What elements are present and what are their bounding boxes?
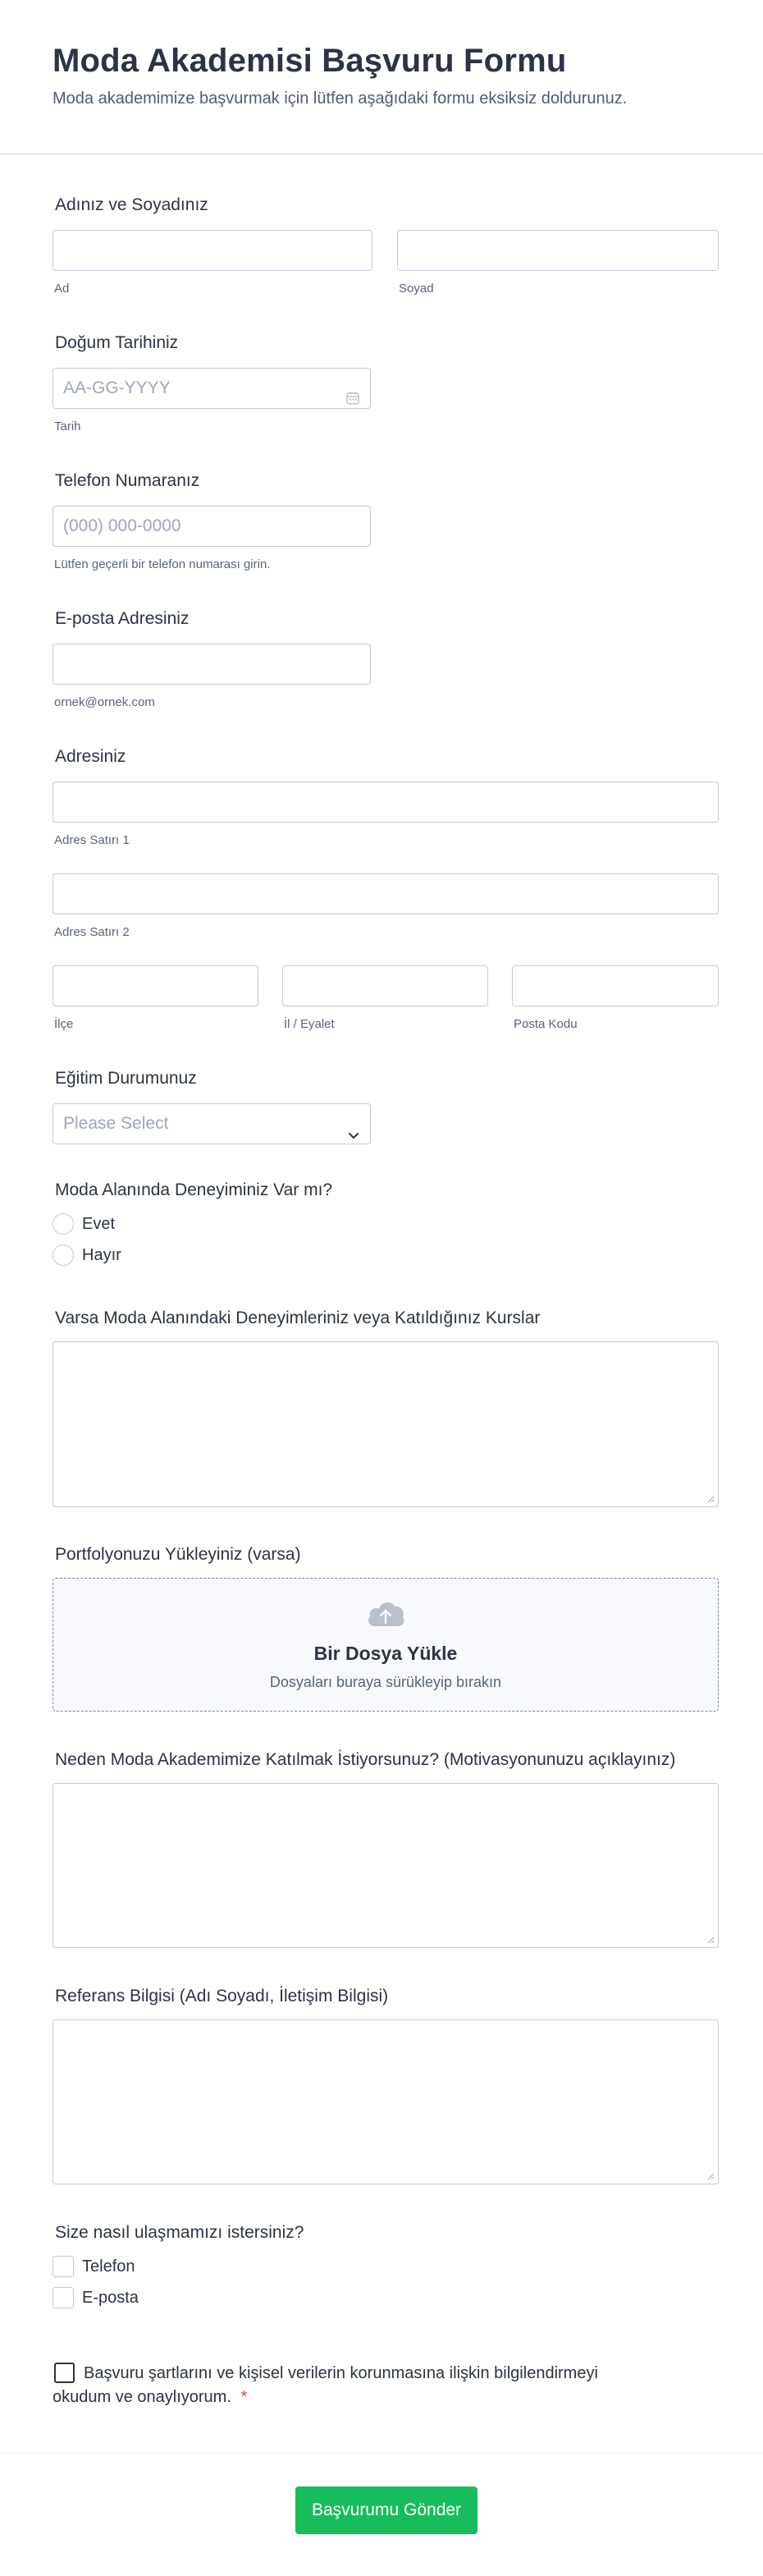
province-input[interactable] [282,965,488,1006]
chevron-down-icon [347,1117,360,1130]
birth-date-sublabel: Tarih [54,419,81,433]
district-sublabel: İlçe [54,1017,74,1031]
address-line1-sublabel: Adres Satırı 1 [54,833,130,847]
first-name-input[interactable] [53,230,372,271]
motivation-textarea[interactable] [53,1783,719,1948]
consent-text: Başvuru şartlarını ve kişisel verilerin korunmasına ilişkin bilgilendirmeyi okudum ve onaylıyorum. [53,2364,598,2406]
education-select-value: Please Select [63,1114,169,1133]
checkbox-email[interactable] [53,2287,74,2308]
birth-date-label: Doğum Tarihiniz [55,333,179,352]
postal-code-input[interactable] [512,965,719,1006]
checkbox-phone-label: Telefon [82,2257,135,2276]
birth-date-placeholder: AA-GG-YYYY [63,378,171,397]
form-header [0,0,763,154]
phone-placeholder: (000) 000-0000 [63,516,181,535]
resize-handle-icon[interactable] [706,2172,715,2180]
phone-sublabel: Lütfen geçerli bir telefon numarası girin. [54,557,271,571]
address-line1-input[interactable] [53,782,719,823]
courses-textarea[interactable] [53,1341,719,1507]
address-line2-sublabel: Adres Satırı 2 [54,925,130,939]
province-sublabel: İl / Eyalet [284,1017,335,1031]
required-asterisk: * [240,2388,248,2406]
contact-label: Size nasıl ulaşmamızı istersiniz? [55,2223,304,2242]
motivation-label: Neden Moda Akademimize Katılmak İstiyorsunuz? (Motivasyonunuzu açıklayınız) [55,1750,676,1769]
form-title: Moda Akademisi Başvuru Formu [53,43,567,79]
calendar-icon[interactable] [345,381,360,396]
email-sublabel: ornek@ornek.com [54,695,155,709]
form-subtitle: Moda akademimize başvurmak için lütfen aşağıdaki formu eksiksiz doldurunuz. [53,89,628,108]
radio-no-label: Hayır [82,1246,121,1264]
birth-date-input[interactable] [53,368,371,409]
address-label: Adresiniz [55,747,126,766]
submit-button[interactable]: Başvurumu Gönder [295,2487,477,2534]
upload-title: Bir Dosya Yükle [313,1643,458,1664]
radio-yes-label: Evet [82,1215,116,1233]
last-name-input[interactable] [397,230,719,271]
resize-handle-icon[interactable] [706,1936,715,1944]
courses-label: Varsa Moda Alanındaki Deneyimleriniz veya Katıldığınız Kurslar [55,1309,541,1327]
phone-label: Telefon Numaranız [55,471,200,490]
reference-textarea[interactable] [53,2019,719,2184]
last-name-sublabel: Soyad [399,282,434,296]
checkbox-email-label: E-posta [82,2289,139,2307]
portfolio-label: Portfolyonuzu Yükleyiniz (varsa) [55,1545,301,1564]
education-label: Eğitim Durumunuz [55,1069,197,1088]
experience-label: Moda Alanında Deneyiminiz Var mı? [55,1180,333,1199]
phone-input[interactable] [53,506,371,547]
name-label: Adınız ve Soyadınız [55,195,208,214]
resize-handle-icon[interactable] [706,1495,715,1503]
file-upload-dropzone[interactable] [53,1578,719,1712]
upload-hint: Dosyaları buraya sürükleyip bırakın [269,1674,502,1690]
first-name-sublabel: Ad [54,282,70,296]
radio-no[interactable] [53,1244,74,1266]
radio-yes[interactable] [53,1213,74,1235]
address-line2-input[interactable] [53,873,719,914]
postal-code-sublabel: Posta Kodu [514,1017,578,1031]
district-input[interactable] [53,965,258,1006]
email-label: E-posta Adresiniz [55,609,190,628]
checkbox-phone[interactable] [53,2256,74,2277]
reference-label: Referans Bilgisi (Adı Soyadı, İletişim Bilgisi) [55,1987,389,2005]
consent-text-block [53,2362,660,2409]
education-select[interactable] [53,1103,371,1144]
cloud-upload-icon [365,1598,406,1628]
email-input[interactable] [53,644,371,685]
